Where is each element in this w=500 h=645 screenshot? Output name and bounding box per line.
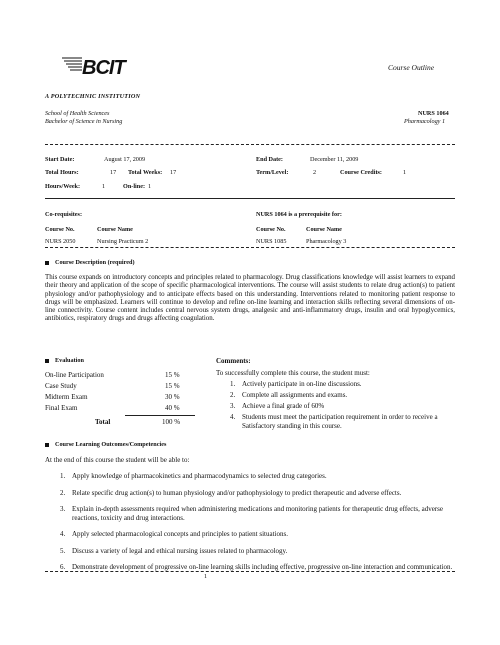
hours-week-label: Hours/Week: (45, 183, 81, 190)
end-date-value: December 11, 2009 (310, 156, 359, 163)
course-credits-label: Course Credits: (340, 169, 382, 176)
term-level-value: 2 (313, 169, 317, 176)
list-item: 2. Relate specific drug action(s) to human physiology and/or pathophysiology to predict therapeutic and adverse effects. (60, 488, 402, 497)
evaluation-row (45, 382, 195, 393)
evaluation-heading: Evaluation (45, 357, 84, 364)
evaluation-row-value: 30 % (165, 393, 180, 401)
outcomes-list (60, 472, 460, 572)
evaluation-total-rule (125, 415, 195, 416)
list-item: 4. Students must meet the participation requirement in order to receive a Satisfactory standing in this course. (230, 413, 438, 430)
prereq-course-no: NURS 1085 (256, 238, 287, 245)
footer-divider (45, 571, 455, 572)
course-code: NURS 1064 (418, 110, 449, 117)
evaluation-row-label: Midterm Exam (45, 393, 88, 401)
term-level-label: Term/Level: (256, 169, 289, 176)
list-item: 3. Explain in-depth assessments required when administering medications and monitoring patients for therapeutic drug effects, adverse reactions, toxicity and drug interactions. (60, 505, 443, 522)
online-label: On-line: (123, 183, 146, 190)
dates-divider (45, 198, 455, 199)
evaluation-row-value: 40 % (165, 404, 180, 412)
evaluation-row (45, 404, 195, 415)
evaluation-total-value: 100 % (162, 418, 181, 426)
svg-text:BCIT: BCIT (82, 57, 125, 79)
coreq-heading: Co-requisites: (45, 211, 83, 218)
institution-tagline: A POLYTECHNIC INSTITUTION (45, 93, 141, 100)
list-item: 1. Actively participate in on-line discussions. (230, 380, 362, 388)
list-item: 2. Complete all assignments and exams. (230, 391, 348, 399)
coreq-course-no: NURS 2050 (45, 238, 76, 245)
list-item: 4. Apply selected pharmacological concepts and principles to patient situations. (60, 530, 288, 538)
document-type: Course Outline (388, 63, 435, 72)
list-item: 3. Achieve a final grade of 60% (230, 402, 325, 410)
section-bullet-icon (45, 359, 49, 363)
course-title: Pharmacology 1 (404, 118, 446, 125)
hours-week-value: 1 (102, 183, 106, 190)
total-weeks-value: 17 (170, 169, 177, 176)
outcomes-intro: At the end of this course the student will be able to: (45, 456, 190, 464)
start-date-label: Start Date: (45, 156, 75, 163)
comments-list (230, 380, 460, 430)
comments-heading: Comments: (216, 357, 251, 365)
school-name: School of Health Sciences (45, 110, 110, 117)
list-item: 6. Demonstrate development of progressive on-line learning skills including effective, progressive on-line interaction and communication. (60, 563, 453, 571)
total-hours-value: 17 (110, 169, 117, 176)
list-item: 5. Discuss a variety of legal and ethical nursing issues related to pharmacology. (60, 546, 288, 555)
prereq-no-label: Course No. (256, 226, 286, 233)
evaluation-row-label: Case Study (45, 382, 77, 390)
prereq-course-name: Pharmacology 3 (306, 238, 347, 245)
coreq-no-label: Course No. (45, 226, 75, 233)
evaluation-row-label: On-line Participation (45, 371, 104, 379)
total-hours-label: Total Hours: (45, 169, 79, 176)
coreq-name-label: Course Name (97, 226, 133, 233)
description-body: This course expands on introductory concepts and principles related to pharmacology. Drug classifications knowledge will assist learners to expand their theory and application of the scope of specific pharmacological interventions. The course will assist students to relate drug action(s) to patient physiology and/or pathophysiology and to anticipate effects based on this understanding. Interventions related to monitoring patient response to drugs will be emphasized. Learners will continue to develop and refine on-line learning and interaction skills reflecting several dimensions of on-line connectivity. Course content includes central nervous system drugs, analgesic and anti-inflammatory drugs, insulin and oral hypoglycemics, antibiotics, respiratory drugs and drugs affecting coagulation. (45, 274, 455, 323)
course-credits-value: 1 (403, 169, 407, 176)
evaluation-row-value: 15 % (165, 382, 180, 390)
total-weeks-label: Total Weeks: (128, 169, 163, 176)
end-date-label: End Date: (256, 156, 283, 163)
evaluation-row (45, 393, 195, 404)
evaluation-row-value: 15 % (165, 371, 180, 379)
start-date-value: August 17, 2009 (104, 156, 146, 163)
list-item: 1. Apply knowledge of pharmacokinetics and pharmacodynamics to selected drug categories. (60, 472, 327, 480)
evaluation-row (45, 371, 195, 382)
evaluation-table (45, 371, 195, 415)
section-bullet-icon (45, 261, 49, 265)
prereq-heading: NURS 1064 is a prerequisite for: (256, 211, 342, 218)
evaluation-row-label: Final Exam (45, 404, 78, 412)
program-name: Bachelor of Science in Nursing (45, 118, 123, 125)
description-heading: Course Description (required) (45, 259, 135, 266)
coreq-course-name: Nursing Practicum 2 (97, 238, 149, 245)
comments-intro: To successfully complete this course, the student must: (216, 369, 370, 377)
online-value: 1 (148, 183, 152, 190)
outcomes-heading: Course Learning Outcomes/Competencies (45, 441, 166, 448)
requisites-divider (45, 247, 455, 248)
page-number: 1 (204, 573, 208, 580)
header-divider (45, 144, 455, 145)
prereq-name-label: Course Name (306, 226, 342, 233)
section-bullet-icon (45, 443, 49, 447)
evaluation-total-label: Total (95, 418, 111, 426)
bcit-logo (60, 52, 140, 80)
